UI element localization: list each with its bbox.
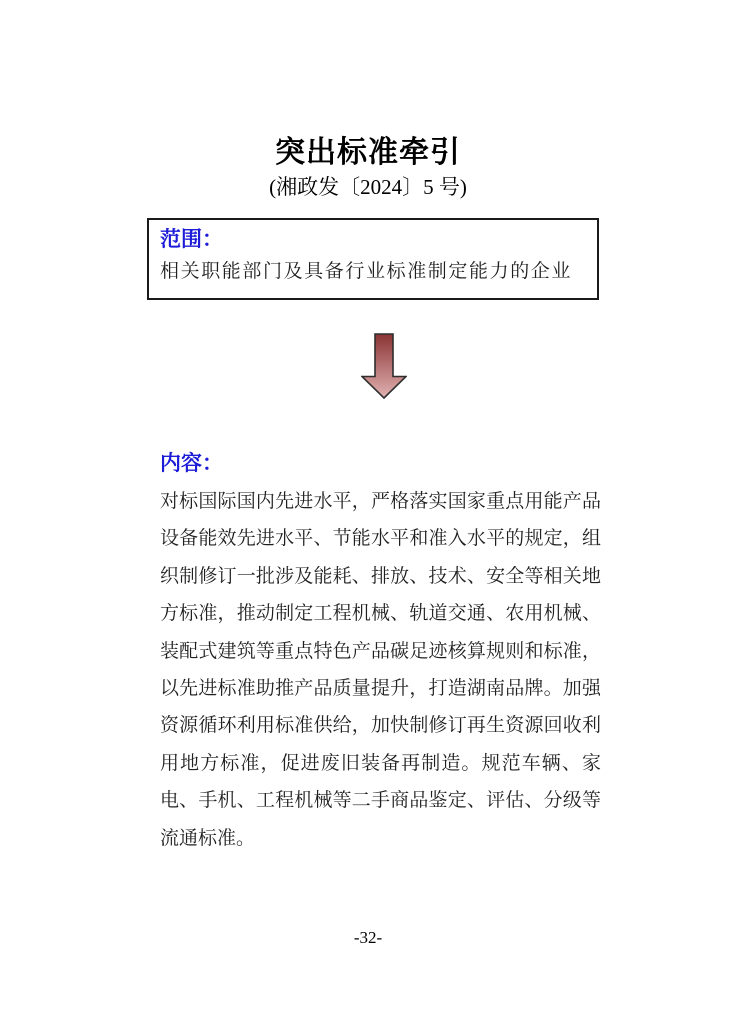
content-label: 内容： xyxy=(160,452,223,475)
page-number: -32- xyxy=(353,928,383,947)
page-title: 突出标准牵引 xyxy=(275,136,461,169)
page-subtitle: (湘政发〔2024〕5 号) xyxy=(269,175,467,199)
content-paragraph: 对标国际国内先进水平，严格落实国家重点用能产品设备能效先进水平、节能水平和准入水平的规定，组织制修订一批涉及能耗、排放、技术、安全等相关地方标准，推动制定工程机械、轨道交通、农用机械、装配式建筑等重点特色产品碳足迹核算规则和标准，以先进标准助推产品质量提升，打造湖南品牌。加强资源循环利用标准供给，加快制修订再生资源回收利用地方标准，促进废旧装备再制造。规范车辆、家电、手机、工程机械等二手商品鉴定、评估、分级等流通标准。 xyxy=(160,491,601,849)
scope-content: 相关职能部门及具备行业标准制定能力的企业 xyxy=(160,261,573,282)
scope-box xyxy=(147,218,599,300)
down-arrow-icon xyxy=(361,333,407,399)
scope-label: 范围： xyxy=(160,228,223,251)
